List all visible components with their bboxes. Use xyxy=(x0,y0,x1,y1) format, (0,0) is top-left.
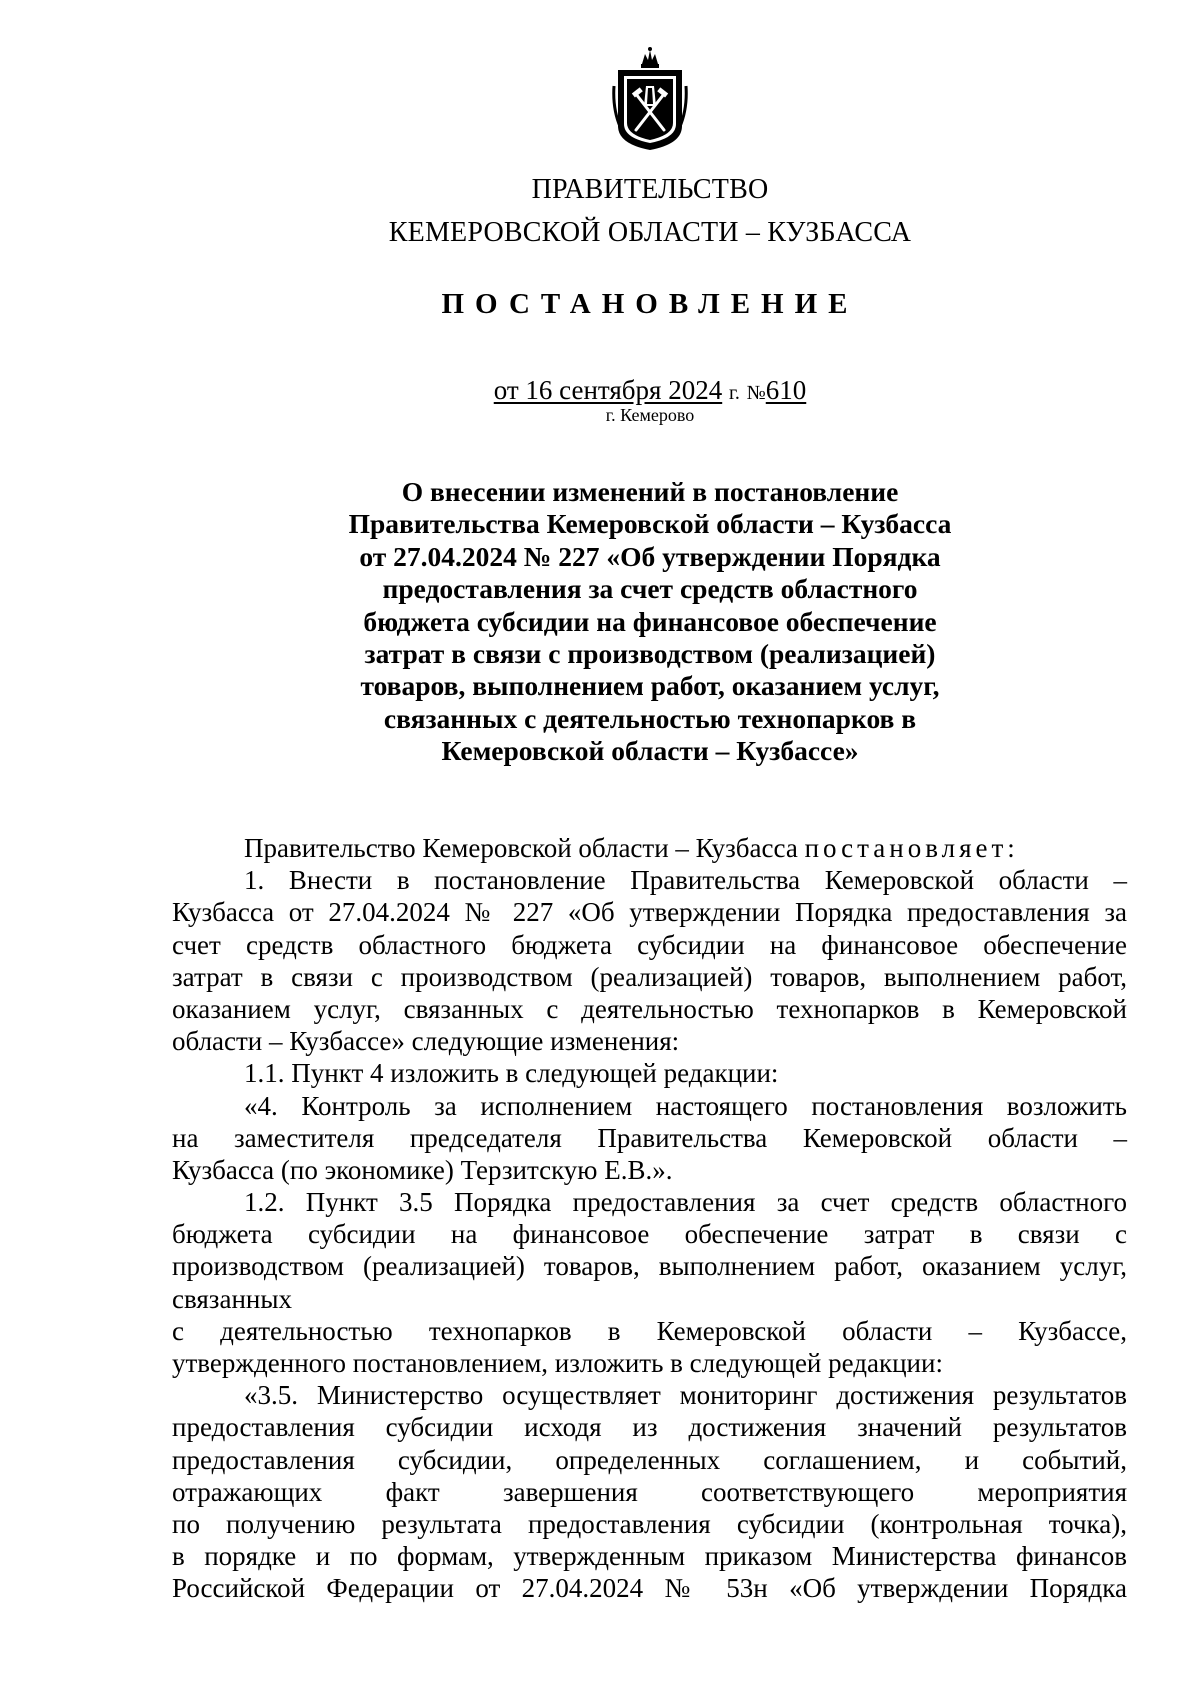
body-line: Российской Федерации от 27.04.2024 № 53н «Об утверждении Порядка xyxy=(172,1573,1127,1604)
body-line: «4. Контроль за исполнением настоящего постановления возложить xyxy=(244,1090,1127,1121)
title-line: О внесении изменений в постановление xyxy=(401,476,899,507)
coat-of-arms-icon xyxy=(612,46,688,154)
title-line: товаров, выполнением работ, оказанием услуг, xyxy=(360,670,940,702)
document-city: г. Кемерово xyxy=(605,405,695,425)
title-line: от 27.04.2024 № 227 «Об утверждении Порядка xyxy=(359,540,941,572)
document-date: от 16 сентября 2024 xyxy=(493,375,723,405)
body-intro: Правительство Кемеровской области – Кузбасса xyxy=(244,833,798,863)
body-line: производством (реализацией) товаров, выполнением работ, оказанием услуг, xyxy=(172,1251,1127,1282)
body-line: утвержденного постановлением, изложить в следующей редакции: xyxy=(172,1348,943,1378)
body-line: Кузбасса (по экономике) Терзитскую Е.В.». xyxy=(172,1154,673,1185)
body-line: на заместителя председателя Правительства Кемеровской области – xyxy=(172,1122,1127,1153)
body-line: оказанием услуг, связанных с деятельностью технопарков в Кемеровской xyxy=(172,993,1127,1024)
body-line: 1.1. Пункт 4 изложить в следующей редакции: xyxy=(244,1058,779,1089)
title-line: Правительства Кемеровской области – Кузбасса xyxy=(348,508,952,540)
document-body xyxy=(172,832,1127,1605)
title-line: связанных с деятельностью технопарков в xyxy=(383,702,917,734)
body-line: предоставления субсидии, определенных соглашением, и событий, xyxy=(172,1444,1127,1475)
body-line: 1. Внести в постановление Правительства Кемеровской области – xyxy=(244,865,1127,896)
title-line: затрат в связи с производством (реализацией) xyxy=(364,638,936,670)
body-line: связанных xyxy=(172,1283,292,1314)
title-line: бюджета субсидии на финансовое обеспечение xyxy=(363,605,937,637)
document-title xyxy=(170,476,1130,768)
body-line: области – Кузбассе» следующие изменения: xyxy=(172,1026,680,1057)
title-line: предоставления за счет средств областного xyxy=(382,573,918,605)
document-year-suffix: г. xyxy=(728,382,740,404)
body-line: счет средств областного бюджета субсидии на финансовое обеспечение xyxy=(172,929,1127,960)
body-line: затрат в связи с производством (реализацией) товаров, выполнением работ, xyxy=(172,961,1127,992)
document-type-heading: ПОСТАНОВЛЕНИЕ xyxy=(441,288,859,320)
body-intro-decree-word: постановляет: xyxy=(804,833,1019,863)
government-name-line2: КЕМЕРОВСКОЙ ОБЛАСТИ – КУЗБАССА xyxy=(388,217,912,248)
body-line: по получению результата предоставления субсидии (контрольная точка), xyxy=(172,1508,1127,1539)
body-line: отражающих факт завершения соответствующего мероприятия xyxy=(172,1476,1127,1507)
body-line: «3.5. Министерство осуществляет мониторинг достижения результатов xyxy=(244,1380,1127,1411)
government-name-line1: ПРАВИТЕЛЬСТВО xyxy=(531,174,769,205)
title-line: Кемеровской области – Кузбассе» xyxy=(441,735,859,767)
body-line: Кузбасса от 27.04.2024 № 227 «Об утверждении Порядка предоставления за xyxy=(172,897,1127,928)
body-intro-line xyxy=(172,832,1127,864)
body-line: предоставления субсидии исходя из достижения значений результатов xyxy=(172,1412,1127,1443)
body-line: бюджета субсидии на финансовое обеспечение затрат в связи с xyxy=(172,1219,1127,1250)
document-date-number xyxy=(170,375,1130,406)
document-number-sign: № xyxy=(746,382,766,404)
document-number: 610 xyxy=(765,375,807,405)
body-line: в порядке и по формам, утвержденным приказом Министерства финансов xyxy=(172,1541,1127,1572)
body-line: 1.2. Пункт 3.5 Порядка предоставления за счет средств областного xyxy=(244,1187,1127,1218)
body-line: с деятельностью технопарков в Кемеровской области – Кузбассе, xyxy=(172,1315,1127,1346)
